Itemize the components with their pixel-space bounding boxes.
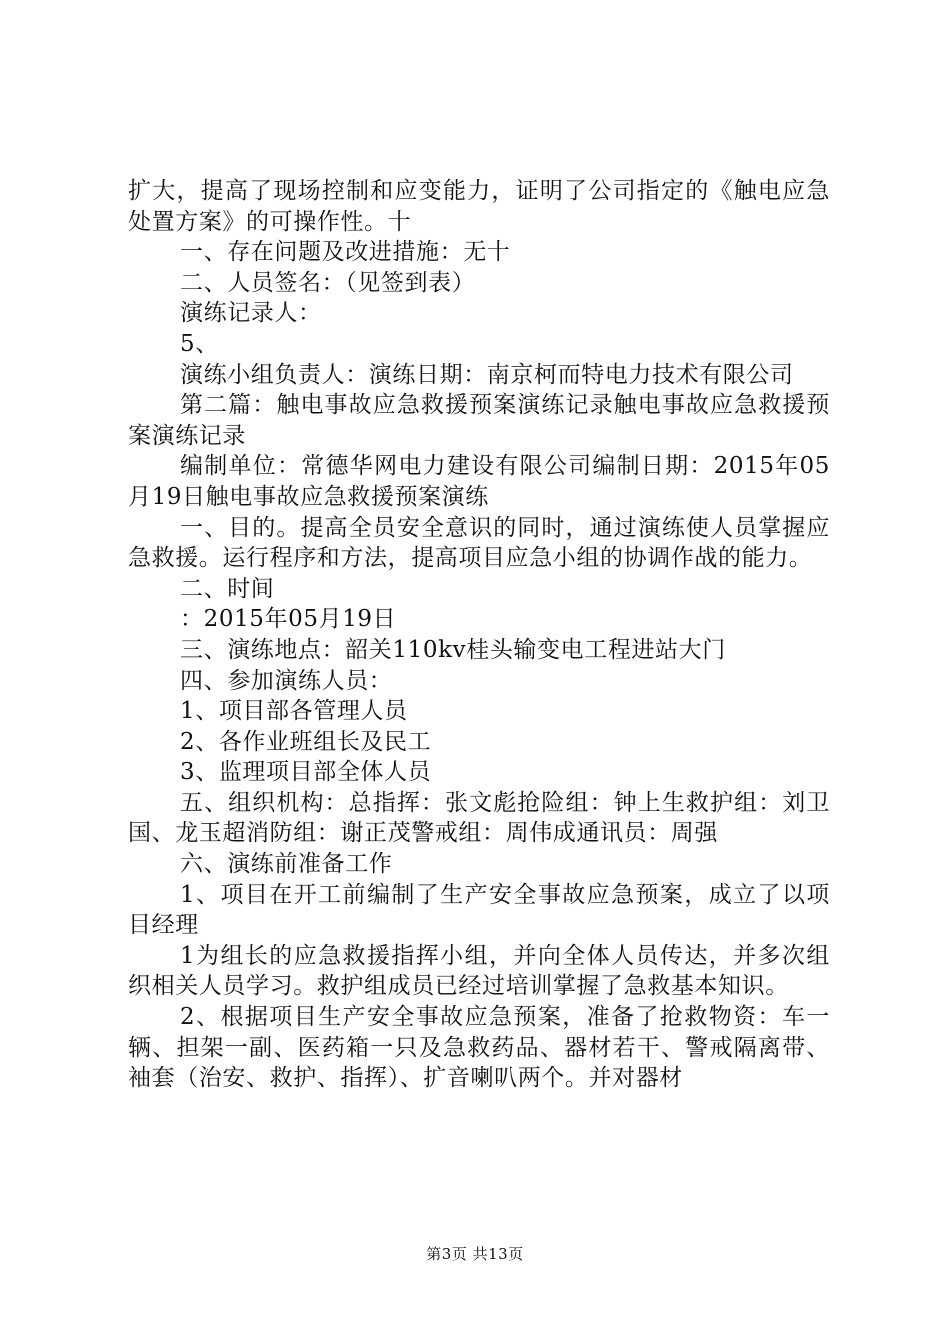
- document-body: [128, 176, 830, 1094]
- paragraph: 3、监理项目部全体人员: [180, 759, 432, 786]
- paragraph: 第二篇：触电事故应急救援预案演练记录触电事故应急救援预案演练记录: [128, 392, 830, 449]
- paragraph: 5、: [180, 330, 219, 357]
- paragraph: 二、时间: [180, 575, 275, 602]
- paragraph: 1为组长的应急救援指挥小组，并向全体人员传达，并多次组织相关人员学习。救护组成员已经过培训掌握了急救基本知识。: [128, 942, 830, 1000]
- paragraph: 四、参加演练人员：: [180, 667, 393, 694]
- paragraph: 演练记录人：: [180, 300, 322, 327]
- paragraph: 扩大，提高了现场控制和应变能力，证明了公司指定的《触电应急处置方案》的可操作性。十: [128, 178, 830, 235]
- paragraph: 三、演练地点：韶关110kv桂头输变电工程进站大门: [180, 636, 726, 663]
- paragraph: ：2015年05月19日: [180, 606, 397, 633]
- paragraph: 一、存在问题及改进措施：无十: [180, 239, 511, 266]
- page-number-footer: 第3页 共13页: [426, 1245, 524, 1263]
- paragraph: 六、演练前准备工作: [180, 851, 393, 878]
- paragraph: 一、目的。提高全员安全意识的同时，通过演练使人员掌握应急救援。运行程序和方法，提高项目应急小组的协调作战的能力。: [128, 514, 830, 572]
- paragraph: 五、组织机构：总指挥：张文彪抢险组：钟上生救护组：刘卫国、龙玉超消防组：谢正茂警戒组：周伟成通讯员：周强: [128, 789, 830, 847]
- paragraph: 演练小组负责人：演练日期：南京柯而特电力技术有限公司: [180, 361, 794, 388]
- paragraph: 1、项目部各管理人员: [180, 698, 408, 725]
- paragraph: 二、人员签名：（见签到表）: [180, 269, 476, 296]
- paragraph: 1、项目在开工前编制了生产安全事故应急预案，成立了以项目经理: [128, 881, 830, 939]
- paragraph: 2、各作业班组长及民工: [180, 728, 432, 755]
- paragraph: 2、根据项目生产安全事故应急预案，准备了抢救物资：车一辆、担架一副、医药箱一只及急救药品、器材若干、警戒隔离带、袖套（治安、救护、指挥）、扩音喇叭两个。并对器材: [128, 1004, 830, 1092]
- paragraph: 编制单位：常德华网电力建设有限公司编制日期：2015年05月19日触电事故应急救援预案演练: [128, 453, 830, 510]
